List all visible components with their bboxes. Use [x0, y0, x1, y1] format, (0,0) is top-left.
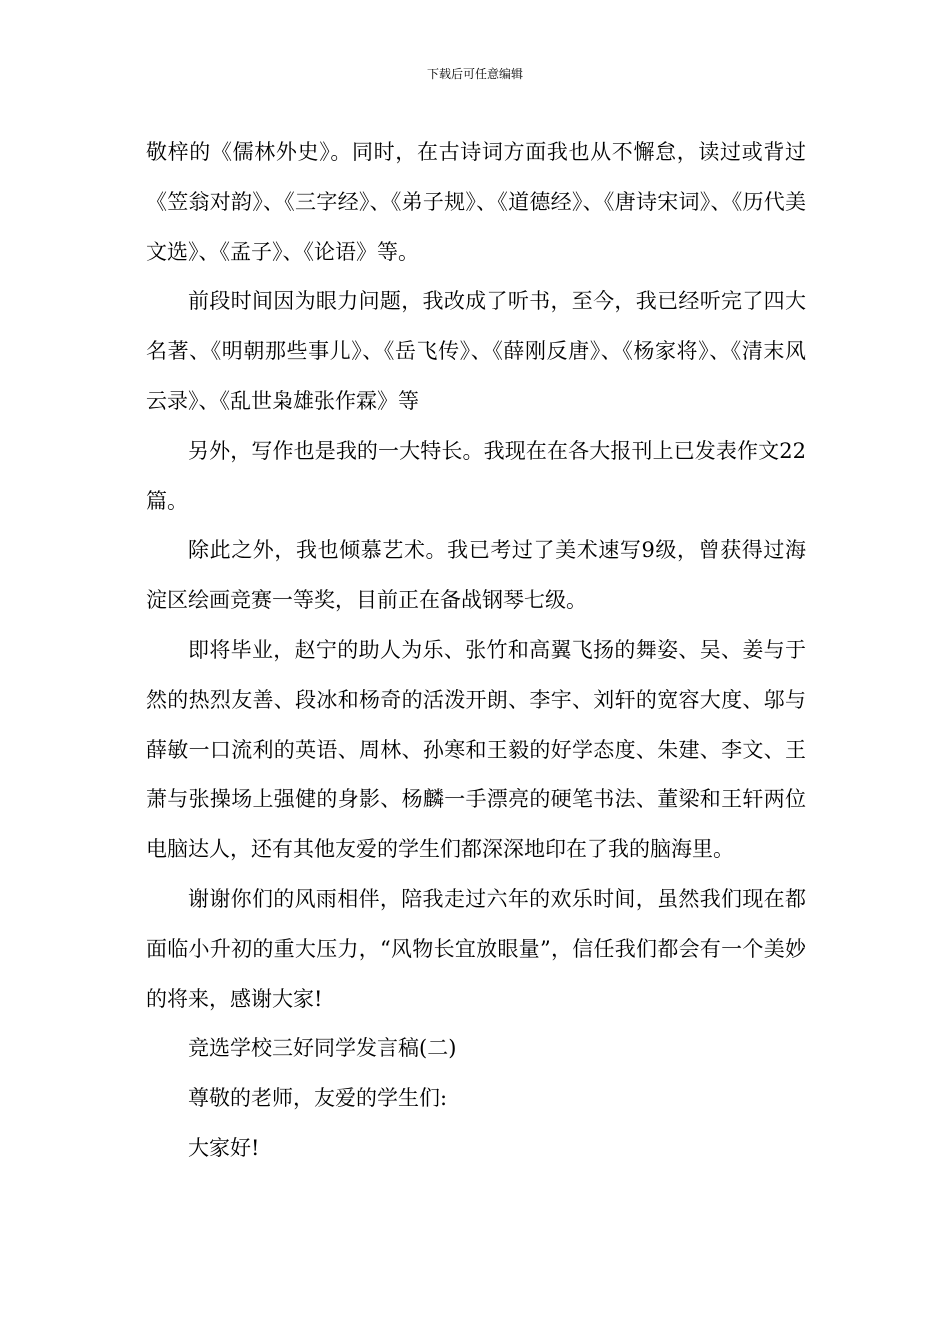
document-body: [146, 128, 806, 1174]
paragraph-1: 敬梓的《儒林外史》。同时，在古诗词方面我也从不懈怠，读过或背过《笠翁对韵》、《三字经》、《弟子规》、《道德经》、《唐诗宋词》、《历代美文选》、《孟子》、《论语》等。: [146, 140, 806, 264]
page-header: 下载后可任意编辑: [426, 67, 523, 81]
paragraph-6: 谢谢你们的风雨相伴，陪我走过六年的欢乐时间，虽然我们现在都面临小升初的重大压力，“风物长宜放眼量”，信任我们都会有一个美妙的将来，感谢大家!: [146, 886, 806, 1011]
paragraph-4: 除此之外，我也倾慕艺术。我已考过了美术速写9级，曾获得过海淀区绘画竞赛一等奖，目前正在备战钢琴七级。: [146, 538, 806, 613]
section-title: 竞选学校三好同学发言稿(二): [188, 1036, 457, 1061]
paragraph-2: 前段时间因为眼力问题，我改成了听书，至今，我已经听完了四大名著、《明朝那些事儿》、《岳飞传》、《薛刚反唐》、《杨家将》、《清末风云录》、《乱世枭雄张作霖》等: [146, 289, 806, 413]
paragraph-5: 即将毕业，赵宁的助人为乐、张竹和高翼飞扬的舞姿、吴、姜与于然的热烈友善、段冰和杨奇的活泼开朗、李宇、刘轩的宽容大度、邬与薛敏一口流利的英语、周林、孙寒和王毅的好学态度、朱建、李文、王萧与张操场上强健的身影、杨麟一手漂亮的硬笔书法、董梁和王轩两位电脑达人，还有其他友爱的学生们都深深地印在了我的脑海里。: [146, 637, 806, 862]
salutation: 尊敬的老师，友爱的学生们:: [188, 1086, 448, 1111]
greeting: 大家好!: [188, 1135, 260, 1160]
paragraph-3: 另外，写作也是我的一大特长。我现在在各大报刊上已发表作文22篇。: [146, 438, 806, 513]
